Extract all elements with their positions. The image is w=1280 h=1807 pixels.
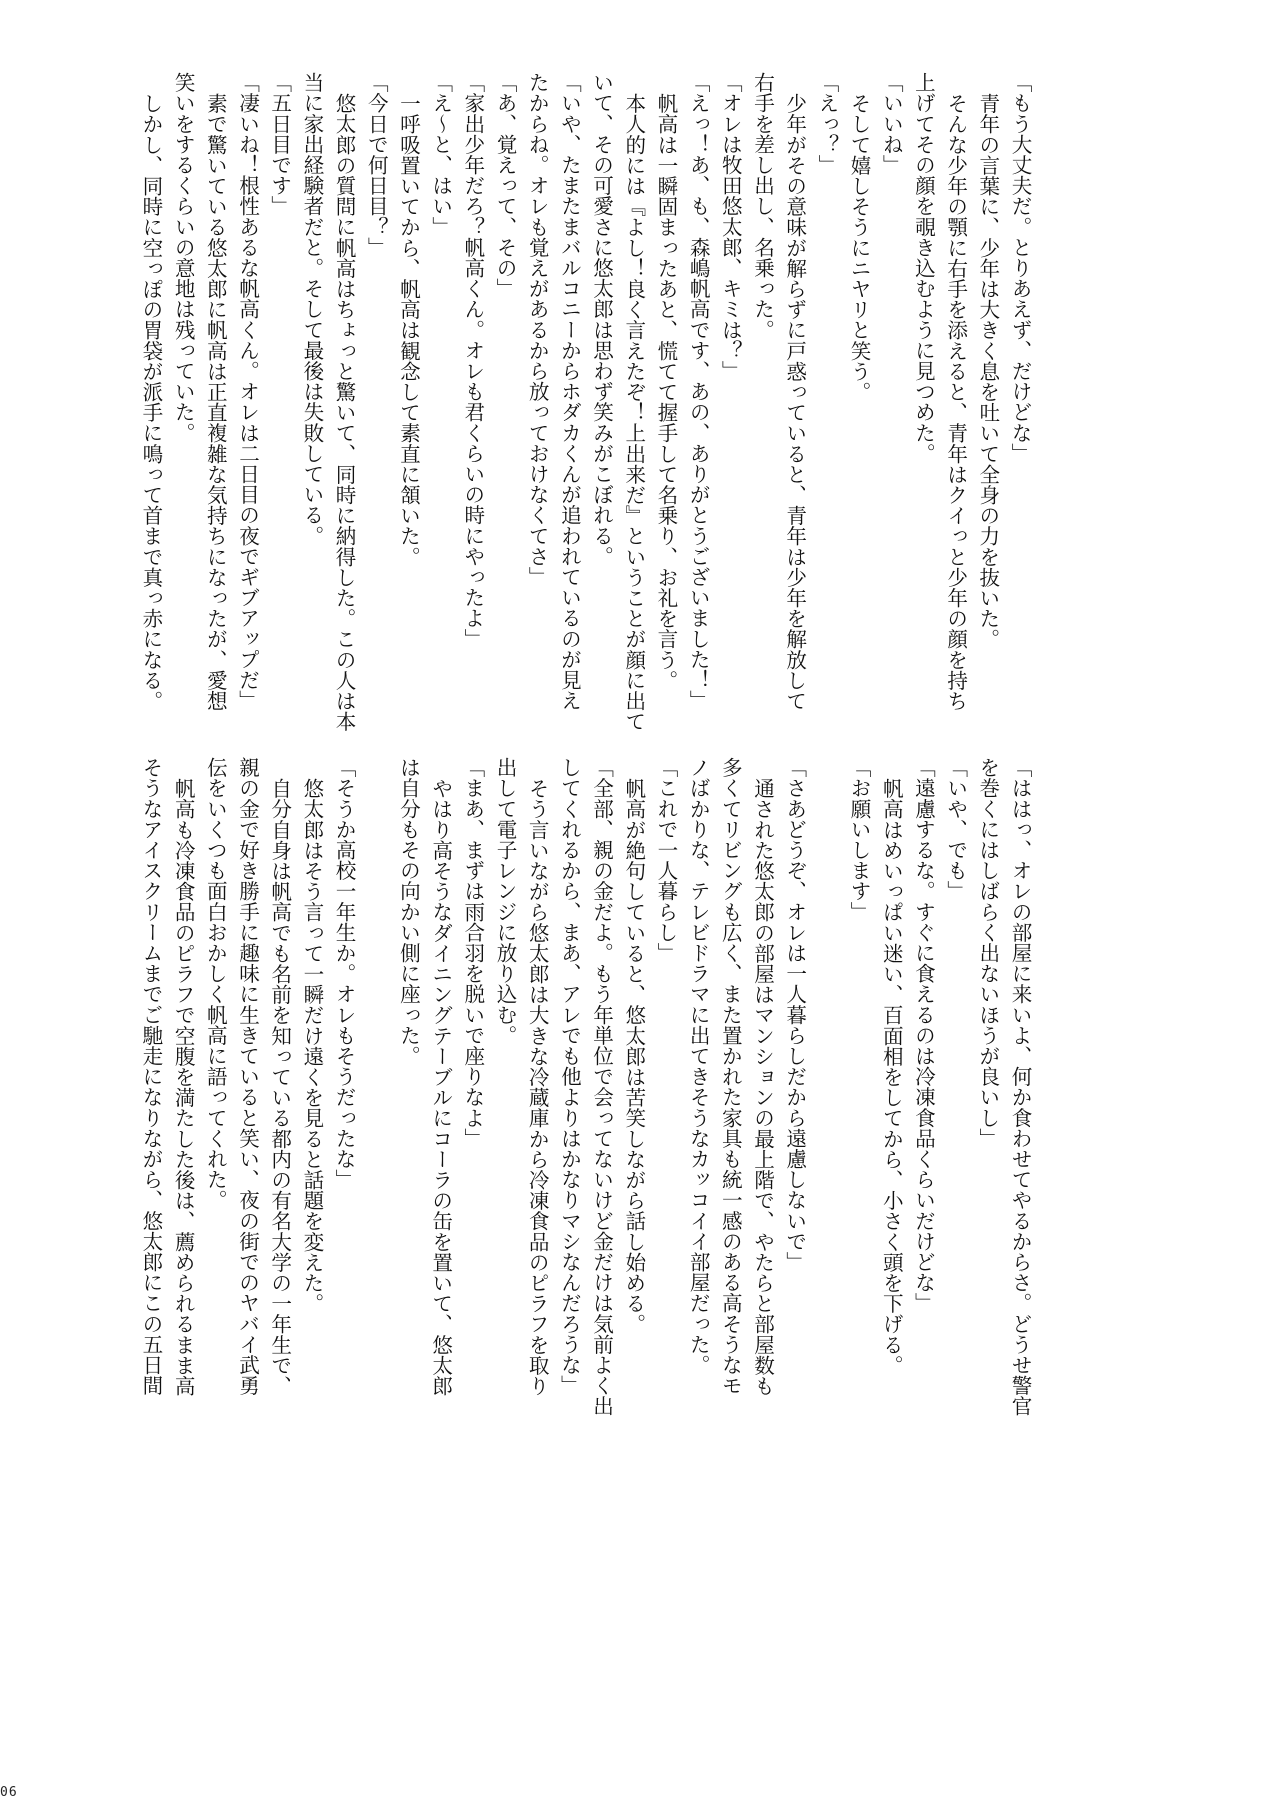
lower-text-block [134, 757, 1036, 1457]
page-number: 06 [0, 1785, 18, 1800]
text-line: 「今日で何日目？」 [364, 72, 389, 258]
text-line: 自分自身は帆高でも名前を知っている都内の有名大学の一年生で、 [267, 777, 292, 1396]
text-line: たからね。オレも覚えがあるから放っておけなくてさ」 [525, 72, 550, 587]
text-line: 悠太郎はそう言って一瞬だけ遠くを見ると話題を変えた。 [299, 777, 324, 1314]
text-line: 通された悠太郎の部屋はマンションの最上階で、やたらと部屋数も [750, 777, 775, 1396]
text-line: 「ははっ、オレの部屋に来いよ、何か食わせてやるからさ。どうせ警官 [1008, 757, 1032, 1417]
text-line: を巻くにはしばらく出ないほうが良いし」 [975, 757, 1000, 1149]
text-line: してくれるから、まあ、アレでも他よりはかなりマシなんだろうな」 [557, 757, 582, 1396]
scene-break [811, 757, 843, 1457]
text-line: 「えっ！あ、も、森嶋帆高です、あの、ありがとうございました！」 [686, 72, 711, 711]
text-line: 悠太郎の質問に帆高はちょっと驚いて、同時に納得した。この人は本 [332, 92, 357, 732]
text-line: そんな少年の顎に右手を添えると、青年はクイっと少年の顔を持ち [943, 92, 968, 711]
text-line: 「いいね」 [879, 72, 904, 175]
text-line: 「遠慮するな。すぐに食えるのは冷凍食品くらいだけどな」 [911, 757, 936, 1314]
text-line: 「オレは牧田悠太郎、キミは？」 [718, 72, 743, 381]
text-line: 「凄いね！根性あるな帆高くん。オレは二日目の夜でギブアップだ」 [235, 72, 260, 711]
text-line: 上げてその顔を覗き込むように見つめた。 [911, 72, 936, 464]
text-line: 伝をいくつも面白おかしく帆高に語ってくれた。 [203, 757, 228, 1211]
text-line: しかし、同時に空っぽの胃袋が派手に鳴って首まで真っ赤になる。 [138, 92, 163, 711]
text-line: 「全部、親の金だよ。もう年単位で会ってないけど金だけは気前よく出 [589, 757, 614, 1417]
text-line: やはり高そうなダイニングテーブルにコーラの缶を置いて、悠太郎 [428, 777, 453, 1396]
text-line: 親の金で好き勝手に趣味に生きていると笑い、夜の街でのヤバイ武勇 [235, 757, 260, 1396]
text-line: 帆高は一瞬固まったあと、慌てて握手して名乗り、お礼を言う。 [653, 92, 678, 690]
text-line: 少年がその意味が解らずに戸惑っていると、青年は少年を解放して [782, 92, 807, 711]
text-line: ノばかりな、テレビドラマに出てきそうなカッコイイ部屋だった。 [686, 757, 711, 1375]
text-line: 青年の言葉に、少年は大きく息を吐いて全身の力を抜いた。 [975, 92, 1000, 649]
text-line: 「いや、でも」 [943, 757, 968, 902]
text-line: 「あ、覚えって、その」 [493, 72, 517, 299]
text-line: 出して電子レンジに放り込む。 [493, 757, 517, 1046]
text-line: 多くてリビングも広く、また置かれた家具も統一感のある高そうなモ [718, 757, 743, 1396]
text-line: 「お願いします」 [847, 757, 872, 922]
text-line: 「さあどうぞ、オレは一人暮らしだから遠慮しないで」 [782, 757, 807, 1272]
text-line: 本人的には『よし！良く言えたぞ！上出来だ』ということが顔に出て [621, 92, 646, 732]
scene-break [360, 757, 392, 1457]
text-line: 素で驚いている悠太郎に帆高は正直複雑な気持ちになったが、愛想 [203, 92, 228, 711]
text-line: 「家出少年だろ？帆高くん。オレも君くらいの時にやったよ」 [460, 72, 485, 649]
text-line: 「いや、たまたまバルコニーからホダカくんが追われているのが見え [557, 72, 582, 711]
text-line: 「これで一人暮らし」 [653, 757, 678, 963]
text-line: は自分もその向かい側に座った。 [396, 757, 421, 1066]
text-line: 「え〜と、はい」 [428, 72, 453, 237]
text-line: 右手を差し出し、名乗った。 [750, 72, 775, 340]
text-line: 「まあ、まずは雨合羽を脱いで座りなよ」 [460, 757, 485, 1149]
text-line: そして嬉しそうにニヤリと笑う。 [847, 92, 872, 402]
text-line: 当に家出経験者だと。そして最後は失敗している。 [299, 72, 324, 546]
text-line: 「五日目です」 [267, 72, 292, 217]
text-line: 「そうか高校一年生か。オレもそうだったな」 [332, 757, 357, 1190]
upper-text-block [134, 72, 1036, 742]
text-line: いて、その可愛さに悠太郎は思わず笑みがこぼれる。 [589, 72, 614, 567]
text-line: 帆高も冷凍食品のピラフで空腹を満たした後は、薦められるまま高 [171, 777, 196, 1396]
text-line: 「もう大丈夫だ。とりあえず、だけどな」 [1008, 72, 1032, 464]
text-line: そうなアイスクリームまでご馳走になりながら、悠太郎にこの五日間 [138, 757, 163, 1396]
text-line: 帆高はめいっぱい迷い、百面相をしてから、小さく頭を下げる。 [879, 777, 904, 1375]
text-line: 帆高が絶句していると、悠太郎は苦笑しながら話し始める。 [621, 777, 646, 1334]
text-line: 一呼吸置いてから、帆高は観念して素直に頷いた。 [396, 92, 421, 567]
text-line: 笑いをするくらいの意地は残っていた。 [171, 72, 196, 443]
text-line: 「えっ？」 [814, 72, 839, 175]
text-line: そう言いながら悠太郎は大きな冷蔵庫から冷凍食品のピラフを取り [525, 777, 550, 1396]
